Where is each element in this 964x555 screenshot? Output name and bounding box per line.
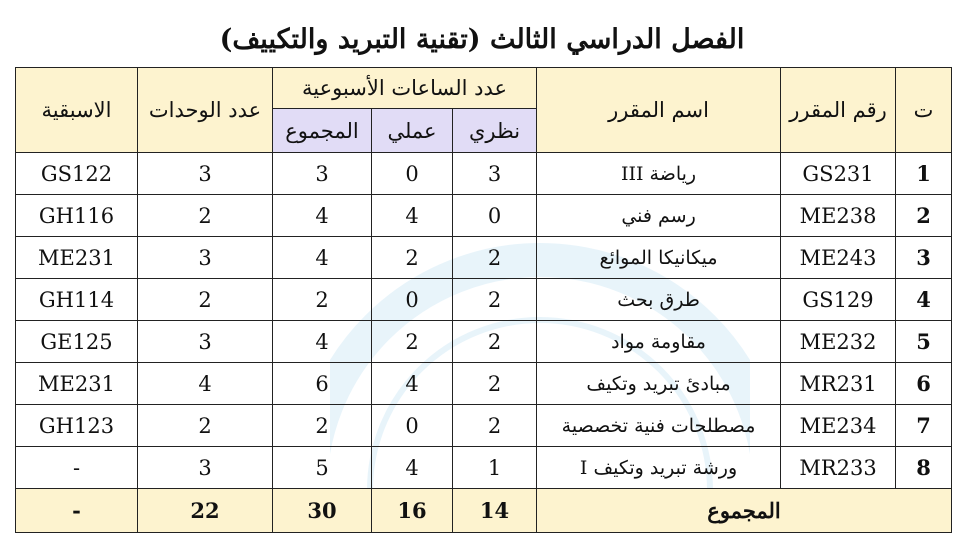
table-row <box>16 279 952 321</box>
cell-prerequisite: ME231 <box>16 363 138 405</box>
cell-course-name: مقاومة مواد <box>537 321 781 363</box>
cell-course-name: مبادئ تبريد وتكيف <box>537 363 781 405</box>
header-total: المجموع <box>273 109 372 153</box>
cell-practical: 4 <box>372 363 453 405</box>
cell-course-name: رسم فني <box>537 195 781 237</box>
cell-prerequisite: GH116 <box>16 195 138 237</box>
cell-seq: 6 <box>896 363 952 405</box>
cell-practical: 0 <box>372 405 453 447</box>
cell-units: 2 <box>138 195 273 237</box>
header-theory: نظري <box>453 109 537 153</box>
cell-prerequisite: GE125 <box>16 321 138 363</box>
cell-prerequisite: GH123 <box>16 405 138 447</box>
cell-course-name: رياضة III <box>537 153 781 195</box>
cell-practical: 4 <box>372 447 453 489</box>
cell-units: 3 <box>138 321 273 363</box>
cell-units: 4 <box>138 363 273 405</box>
cell-seq: 8 <box>896 447 952 489</box>
cell-practical: 2 <box>372 321 453 363</box>
cell-practical: 0 <box>372 279 453 321</box>
cell-prerequisite: GS122 <box>16 153 138 195</box>
cell-prerequisite: - <box>16 447 138 489</box>
header-course-code: رقم المقرر <box>781 68 896 153</box>
totals-units: 22 <box>138 489 273 533</box>
cell-course-code: ME243 <box>781 237 896 279</box>
cell-theory: 0 <box>453 195 537 237</box>
header-seq: ت <box>896 68 952 153</box>
course-rows <box>16 153 952 489</box>
cell-units: 3 <box>138 153 273 195</box>
cell-units: 3 <box>138 237 273 279</box>
cell-theory: 2 <box>453 321 537 363</box>
totals-practical: 16 <box>372 489 453 533</box>
cell-course-name: ميكانيكا الموائع <box>537 237 781 279</box>
cell-total: 5 <box>273 447 372 489</box>
table-row <box>16 363 952 405</box>
cell-course-code: ME238 <box>781 195 896 237</box>
table-row <box>16 405 952 447</box>
cell-course-code: GS129 <box>781 279 896 321</box>
cell-seq: 5 <box>896 321 952 363</box>
header-practical: عملي <box>372 109 453 153</box>
table-row <box>16 447 952 489</box>
cell-practical: 4 <box>372 195 453 237</box>
cell-course-code: GS231 <box>781 153 896 195</box>
page-title: الفصل الدراسي الثالث (تقنية التبريد والتكييف) <box>219 24 745 55</box>
cell-practical: 2 <box>372 237 453 279</box>
cell-seq: 7 <box>896 405 952 447</box>
cell-course-name: طرق بحث <box>537 279 781 321</box>
cell-theory: 2 <box>453 405 537 447</box>
cell-seq: 2 <box>896 195 952 237</box>
cell-total: 2 <box>273 405 372 447</box>
cell-course-code: MR233 <box>781 447 896 489</box>
cell-total: 2 <box>273 279 372 321</box>
cell-prerequisite: ME231 <box>16 237 138 279</box>
cell-course-code: ME234 <box>781 405 896 447</box>
curriculum-table <box>15 67 952 533</box>
header-course-name: اسم المقرر <box>537 68 781 153</box>
table-row <box>16 321 952 363</box>
cell-total: 6 <box>273 363 372 405</box>
cell-course-code: MR231 <box>781 363 896 405</box>
table-row <box>16 195 952 237</box>
cell-course-code: ME232 <box>781 321 896 363</box>
cell-theory: 2 <box>453 279 537 321</box>
totals-label: المجموع <box>537 489 952 533</box>
cell-seq: 4 <box>896 279 952 321</box>
cell-theory: 3 <box>453 153 537 195</box>
totals-total: 30 <box>273 489 372 533</box>
header-units: عدد الوحدات <box>138 68 273 153</box>
cell-course-name: مصطلحات فنية تخصصية <box>537 405 781 447</box>
cell-units: 2 <box>138 405 273 447</box>
cell-practical: 0 <box>372 153 453 195</box>
cell-seq: 3 <box>896 237 952 279</box>
cell-theory: 2 <box>453 237 537 279</box>
cell-total: 3 <box>273 153 372 195</box>
cell-total: 4 <box>273 321 372 363</box>
cell-seq: 1 <box>896 153 952 195</box>
cell-prerequisite: GH114 <box>16 279 138 321</box>
table-row <box>16 153 952 195</box>
header-prerequisite: الاسبقية <box>16 68 138 153</box>
cell-theory: 1 <box>453 447 537 489</box>
cell-total: 4 <box>273 195 372 237</box>
cell-course-name: ورشة تبريد وتكيف I <box>537 447 781 489</box>
header-weekly-hours: عدد الساعات الأسبوعية <box>273 68 537 109</box>
cell-units: 3 <box>138 447 273 489</box>
cell-theory: 2 <box>453 363 537 405</box>
totals-row <box>16 489 952 533</box>
totals-theory: 14 <box>453 489 537 533</box>
cell-total: 4 <box>273 237 372 279</box>
cell-units: 2 <box>138 279 273 321</box>
table-row <box>16 237 952 279</box>
totals-prerequisite: - <box>16 489 138 533</box>
